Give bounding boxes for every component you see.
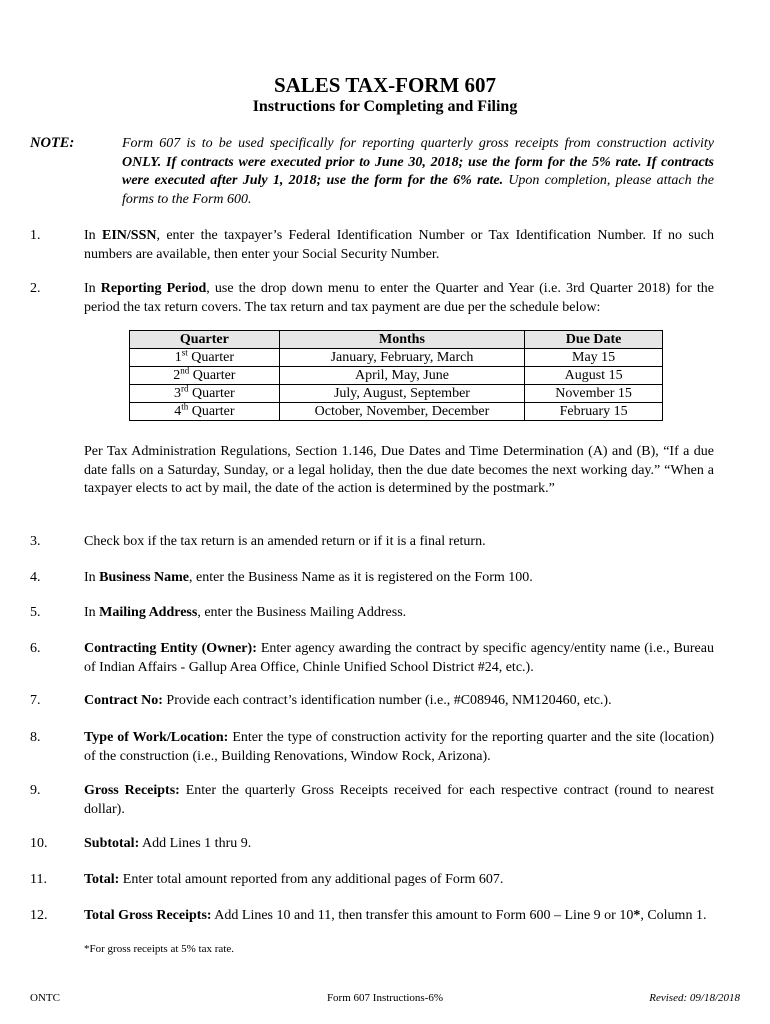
item-text: In (84, 570, 100, 585)
quarter-suffix: th (181, 401, 189, 412)
table-row (130, 367, 663, 385)
quarter-number: 2 (173, 368, 181, 383)
instruction-item (84, 569, 714, 588)
footer-center: Form 607 Instructions-6% (326, 992, 444, 1004)
item-number: 5. (30, 605, 41, 620)
instruction-item (84, 227, 714, 264)
item-text: Enter the quarterly Gross Receipts received for each respective contract (round to nearest dollar). (84, 783, 715, 817)
item-number: 4. (30, 570, 41, 585)
instruction-item (84, 280, 714, 317)
item-number: 2. (30, 281, 41, 296)
footer-left: ONTC (30, 992, 60, 1004)
item-number: 9. (30, 783, 41, 798)
note-text-post: Upon completion, please attach the forms to the Form 600. (122, 173, 714, 207)
quarter-suffix: st (181, 347, 188, 358)
instruction-item: Check box if the tax return is an amended return or if it is a final return. (84, 534, 486, 549)
table-row (130, 385, 663, 403)
item-text: , enter the taxpayer’s Federal Identification Number or Tax Identification Number. If no such numbers are available, then enter your Social Security Number. (84, 228, 714, 262)
item-field-name: Type of Work/Location: (84, 730, 229, 745)
item-text: In (84, 605, 100, 620)
item-text: In (84, 281, 101, 296)
footer-revised-date: Revised: 09/18/2018 (649, 992, 740, 1004)
months-cell: January, February, March (279, 349, 524, 367)
item-text: , Column 1. (640, 908, 707, 923)
item-text: Enter total amount reported from any additional pages of Form 607. (119, 872, 504, 887)
quarter-suffix: rd (180, 383, 189, 394)
item-text: Provide each contract’s identification number (i.e., #C08946, NM120460, etc.). (162, 693, 612, 708)
instruction-item (84, 871, 714, 890)
item-text: , enter the Business Mailing Address. (197, 605, 407, 620)
note-text (122, 135, 714, 209)
item-field-name: Total: (84, 872, 120, 887)
item-text: Add Lines 10 and 11, then transfer this amount to Form 600 – Line 9 or 10 (211, 908, 634, 923)
item-field-name: EIN/SSN (102, 228, 157, 243)
due-date-schedule-table (129, 330, 663, 421)
instruction-item (84, 604, 714, 623)
quarter-column-header: Quarter (130, 331, 280, 349)
due-date-cell: August 15 (525, 367, 663, 385)
item-field-name: Subtotal: (84, 836, 140, 851)
months-cell: April, May, June (279, 367, 524, 385)
instruction-item (84, 640, 714, 677)
item-text: Enter the type of construction activity for the reporting quarter and the site (location) of the construction (i.e., Building Renovations, Window Rock, Arizona). (84, 730, 714, 764)
item-text: In (84, 228, 103, 243)
quarter-cell (130, 349, 280, 367)
item-field-name: Mailing Address (99, 605, 198, 620)
instruction-item (84, 782, 714, 819)
item-text: , use the drop down menu to enter the Quarter and Year (i.e. 3rd Quarter 2018) for the period the tax return covers. The tax return and tax payment are due per the schedule below: (84, 281, 714, 315)
item-field-name: Contracting Entity (Owner): (84, 641, 257, 656)
item-field-name: Reporting Period (100, 281, 207, 296)
item-number: 3. (30, 534, 41, 549)
note-label: NOTE: (30, 135, 75, 151)
due-date-cell: November 15 (525, 385, 663, 403)
months-cell: October, November, December (279, 403, 524, 421)
quarter-number: 4 (174, 404, 182, 419)
instruction-item (84, 692, 714, 711)
item-number: 8. (30, 730, 41, 745)
quarter-suffix: nd (180, 365, 190, 376)
item-number: 10. (30, 836, 48, 851)
quarter-word: Quarter (187, 350, 234, 365)
item-number: 1. (30, 228, 41, 243)
item-text: Add Lines 1 thru 9. (139, 836, 252, 851)
item-text: , enter the Business Name as it is registered on the Form 100. (189, 570, 533, 585)
note-text-bold: . If contracts were executed prior to June 30, 2018; use the form for the 5% rate. If contracts were executed after July 1, 2018; use the form for the 6% rate. (122, 154, 714, 188)
item-field-name: Gross Receipts: (84, 783, 180, 798)
instruction-item (84, 729, 714, 766)
table-row (130, 349, 663, 367)
item-number: 12. (30, 908, 48, 923)
instruction-item (84, 907, 714, 926)
footnote: *For gross receipts at 5% tax rate. (84, 943, 234, 955)
months-column-header: Months (279, 331, 524, 349)
item-field-name: Business Name (99, 570, 190, 585)
item-number: 6. (30, 641, 41, 656)
quarter-cell (130, 403, 280, 421)
due-date-column-header: Due Date (525, 331, 663, 349)
months-cell: July, August, September (279, 385, 524, 403)
note-text-pre: Form 607 is to be used specifically for reporting quarterly gross receipts from construction activity (122, 136, 714, 151)
instruction-item (84, 835, 714, 854)
quarter-cell (130, 385, 280, 403)
item-number: 7. (30, 693, 41, 708)
page-subtitle: Instructions for Completing and Filing (252, 98, 518, 115)
due-date-cell: February 15 (525, 403, 663, 421)
quarter-word: Quarter (189, 368, 236, 383)
item-text: Enter agency awarding the contract by specific agency/entity name (i.e., Bureau of Indian Affairs - Gallup Area Office, Chinle Unified School District #24, etc.). (84, 641, 714, 675)
page-title: SALES TAX-FORM 607 (273, 73, 497, 97)
item-field-name: Contract No: (84, 693, 163, 708)
due-date-cell: May 15 (525, 349, 663, 367)
quarter-number: 3 (173, 386, 181, 401)
table-row (130, 403, 663, 421)
note-text-only: ONLY (122, 154, 158, 170)
table-header-row (130, 331, 663, 349)
quarter-word: Quarter (188, 386, 235, 401)
quarter-number: 1 (174, 350, 182, 365)
quarter-word: Quarter (188, 404, 235, 419)
quarter-cell (130, 367, 280, 385)
item-number: 11. (30, 872, 47, 887)
footnote-marker: * (633, 908, 641, 923)
item-field-name: Total Gross Receipts: (84, 908, 212, 923)
regulations-paragraph: Per Tax Administration Regulations, Section 1.146, Due Dates and Time Determination (A) and (B), “If a due date falls on a Saturday, Sunday, or a legal holiday, then the due date becomes the next working day.” “When a taxpayer elects to act by mail, the date of the action is determined by the postmark.” (84, 444, 714, 496)
